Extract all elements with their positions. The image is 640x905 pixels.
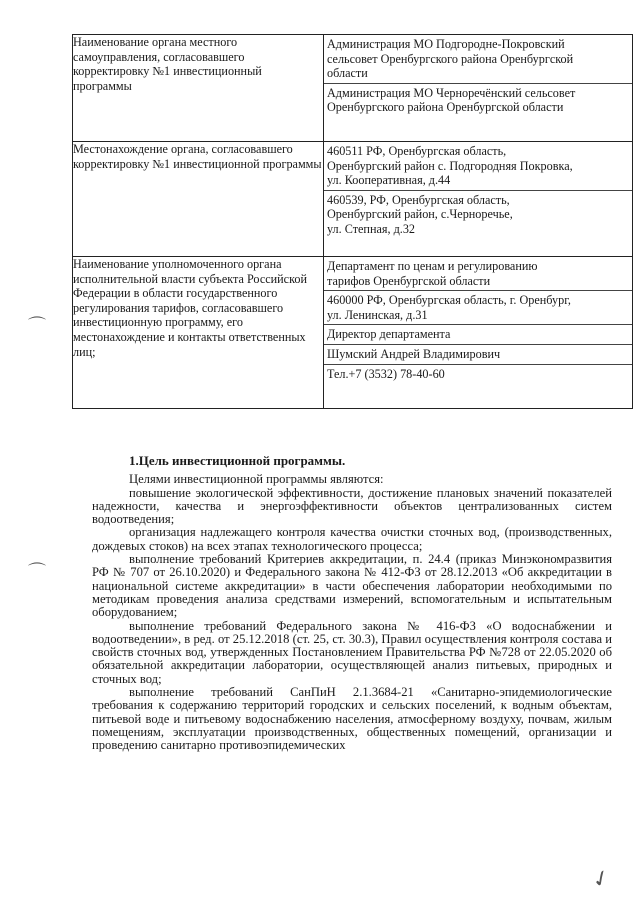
section-body	[92, 454, 612, 753]
paragraph: Целями инвестиционной программы являются:	[129, 472, 384, 487]
value-line: ул. Ленинская, д.31	[327, 307, 428, 322]
table-row	[73, 257, 633, 409]
value-line: Шумский Андрей Владимирович	[327, 346, 501, 361]
row-value	[324, 257, 633, 409]
value-line: Оренбургский район, с.Черноречье,	[327, 207, 513, 222]
value-line: 460539, РФ, Оренбургская область,	[327, 192, 510, 207]
row-value	[324, 35, 633, 142]
margin-mark-icon: ⌒	[28, 562, 46, 582]
value-line: 460511 РФ, Оренбургская область,	[327, 144, 507, 158]
paragraph: выполнение требований Федерального закона № 416-ФЗ «О водоснабжении и водоотведении», в ред. от 25.12.2018 (ст. 25, ст. 30.3), Правил осуществления контроля состава и свойств сточных вод, утвержденных Постановлением Правительства РФ №728 от 22.05.2020 об обязательной аккредитации лаборатории, осуществляющей анализ питьевых, природных и сточных вод;	[92, 618, 612, 686]
value-line: Администрация МО Подгородне-Покровский	[327, 37, 565, 51]
row-label: Наименование органа местного самоуправления, согласовавшего корректировку №1 инвестиционный программы	[73, 35, 324, 142]
value-line: 460000 РФ, Оренбургская область, г. Оренбург,	[327, 293, 571, 308]
initials-mark-icon: ✓	[587, 863, 615, 894]
paragraph: организация надлежащего контроля качества очистки сточных вод, (производственных, дождевых стоков) на всех этапах технологического процесса;	[92, 525, 612, 553]
value-line: тарифов Оренбургской области	[327, 273, 491, 288]
value-line: Департамент по ценам и регулированию	[327, 259, 538, 273]
value-line: сельсовет Оренбургского района Оренбургской	[327, 51, 574, 66]
table-row	[73, 35, 633, 142]
value-line: Оренбургский район с. Подгородняя Покровка,	[327, 158, 573, 173]
value-line: ул. Степная, д.32	[327, 221, 416, 236]
paragraph: выполнение требований Критериев аккредитации, п. 24.4 (приказ Минэкономразвития РФ № 707 от 26.10.2020) и Федерального закона № 412-ФЗ от 28.12.2013 «Об аккредитации в национальной системе аккредитации» в части обеспечения лаборатории необходимыми по методикам проведения анализа средствами измерений, вспомогательным и испытательным оборудованием;	[92, 552, 612, 620]
row-value	[324, 142, 633, 257]
row-label: Местонахождение органа, согласовавшего корректировку №1 инвестиционной программы	[73, 142, 324, 257]
value-line: Тел.+7 (3532) 78-40-60	[327, 366, 445, 381]
row-label: Наименование уполномоченного органа исполнительной власти субъекта Российской Федерации в области государственного регулирования тарифов, согласовавшего инвестиционную программу, его местонахождение и контакты ответственных лиц;	[73, 257, 324, 409]
section-heading: 1.Цель инвестиционной программы.	[129, 453, 346, 468]
info-table	[72, 34, 633, 409]
margin-mark-icon: ⌒	[28, 316, 46, 336]
value-line: Администрация МО Черноречёнский сельсовет	[327, 85, 576, 100]
paragraph: выполнение требований СанПиН 2.1.3684-21 «Санитарно-эпидемиологические требования к содержанию территорий городских и сельских поселений, к водным объектам, питьевой воде и питьевому водоснабжению населения, атмосферному воздуху, почвам, жилым помещениям, эксплуатации производственных, общественных помещений, организации и проведению санитарно противоэпидемических	[92, 685, 612, 753]
table-row	[73, 142, 633, 257]
paragraph: повышение экологической эффективности, достижение плановых значений показателей надежности, качества и энергоэффективности объектов централизованных систем водоотведения;	[92, 485, 612, 527]
value-line: ул. Кооперативная, д.44	[327, 173, 451, 188]
value-line: Оренбургского района Оренбургской области	[327, 100, 564, 115]
value-line: Директор департамента	[327, 327, 451, 342]
value-line: области	[327, 66, 368, 81]
